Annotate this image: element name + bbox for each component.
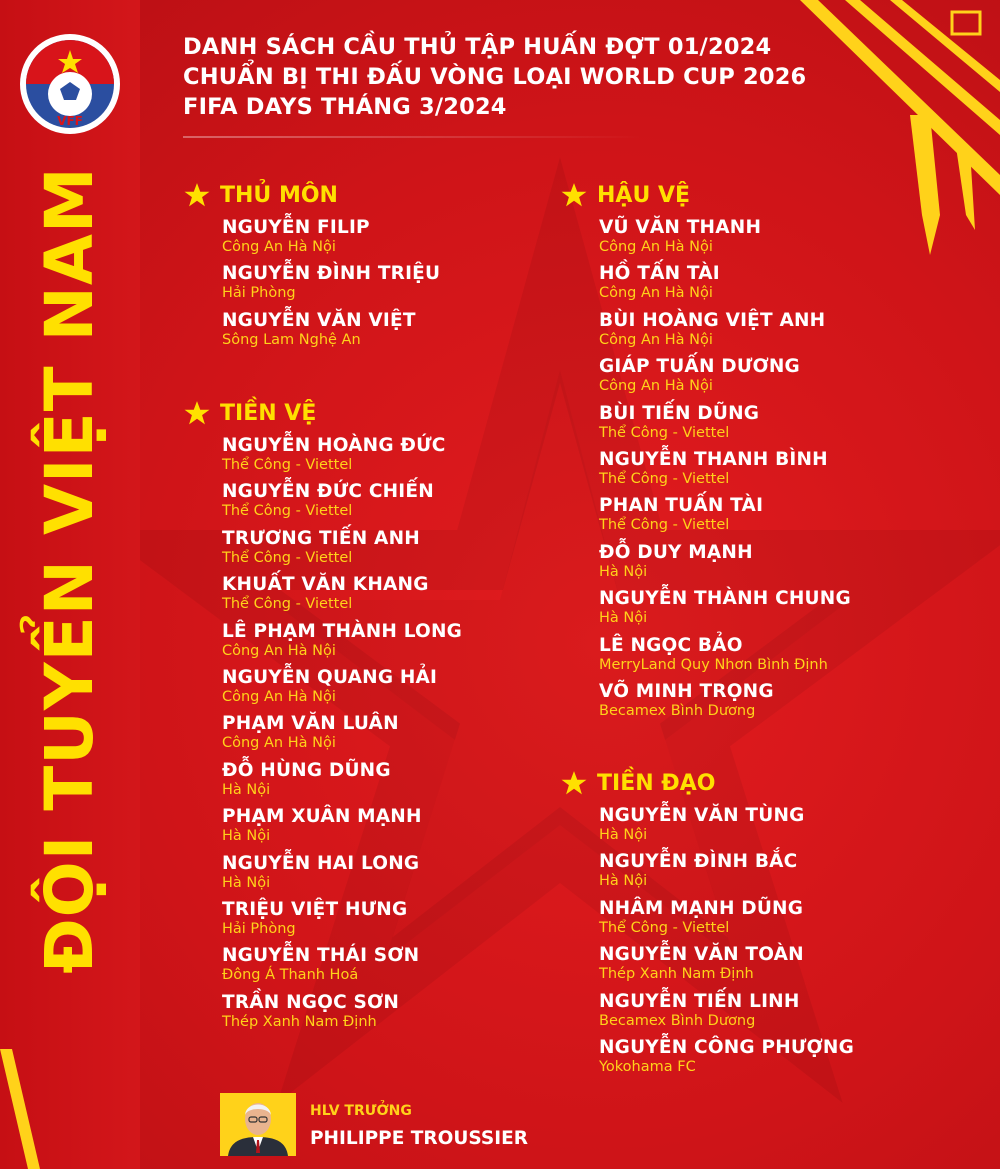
player-name: PHẠM XUÂN MẠNH xyxy=(222,806,422,828)
player-club: Yokohama FC xyxy=(599,1058,696,1075)
player-item xyxy=(599,402,851,448)
star-icon xyxy=(561,770,587,796)
player-name: ĐỖ DUY MẠNH xyxy=(599,541,753,563)
player-item xyxy=(222,852,462,898)
player-club: Hà Nội xyxy=(599,610,648,627)
player-club: Thép Xanh Nam Định xyxy=(599,966,754,983)
player-name: NGUYỄN THÀNH CHUNG xyxy=(599,588,851,610)
group-midfielders xyxy=(186,398,462,1037)
player-name: NGUYỄN ĐÌNH TRIỆU xyxy=(222,263,441,285)
player-club: Công An Hà Nội xyxy=(599,239,713,255)
player-name: NGUYỄN HAI LONG xyxy=(222,852,420,874)
player-name: ĐỖ HÙNG DŨNG xyxy=(222,759,391,781)
coach-name: PHILIPPE TROUSSIER xyxy=(310,1128,528,1149)
logo-text: VFF xyxy=(57,114,83,128)
player-name: NGUYỄN TIẾN LINH xyxy=(599,990,800,1012)
player-club: Đông Á Thanh Hoá xyxy=(222,967,359,984)
player-club: Thể Công - Viettel xyxy=(599,424,730,441)
header-divider xyxy=(183,136,643,138)
player-item xyxy=(599,448,851,494)
player-item xyxy=(222,759,462,805)
player-name: NGUYỄN THÁI SƠN xyxy=(222,945,420,967)
player-name: NHÂM MẠNH DŨNG xyxy=(599,897,804,919)
player-club: Công An Hà Nội xyxy=(599,378,713,395)
player-item xyxy=(599,680,851,726)
player-club: Công An Hà Nội xyxy=(222,239,336,255)
player-list xyxy=(599,804,854,1082)
group-title: TIỀN ĐẠO xyxy=(597,770,716,796)
player-name: NGUYỄN VĂN VIỆT xyxy=(222,309,416,331)
header xyxy=(183,32,806,122)
player-club: Thể Công - Viettel xyxy=(222,457,353,473)
player-name: VÕ MINH TRỌNG xyxy=(599,680,774,702)
coach-role: HLV TRƯỞNG xyxy=(310,1103,412,1119)
player-name: BÙI TIẾN DŨNG xyxy=(599,402,760,424)
player-item xyxy=(599,634,851,680)
vff-logo xyxy=(18,32,122,136)
group-forwards xyxy=(563,768,854,1082)
player-item xyxy=(599,494,851,540)
player-name: NGUYỄN ĐÌNH BẮC xyxy=(599,851,798,873)
player-list xyxy=(222,216,440,355)
player-name: PHAN TUẤN TÀI xyxy=(599,495,764,517)
player-item xyxy=(599,587,851,633)
player-item xyxy=(599,309,851,355)
player-item xyxy=(222,944,462,990)
player-name: VŨ VĂN THANH xyxy=(599,217,762,238)
player-club: Thể Công - Viettel xyxy=(599,517,730,534)
player-item xyxy=(599,990,854,1036)
player-item xyxy=(222,898,462,944)
player-club: Thể Công - Viettel xyxy=(222,503,353,520)
player-club: Hà Nội xyxy=(599,873,648,890)
player-item xyxy=(222,480,462,526)
player-name: TRẦN NGỌC SƠN xyxy=(222,991,400,1013)
player-name: NGUYỄN VĂN TOÀN xyxy=(599,944,804,966)
player-name: NGUYỄN HOÀNG ĐỨC xyxy=(222,435,446,456)
player-item xyxy=(222,805,462,851)
player-name: BÙI HOÀNG VIỆT ANH xyxy=(599,309,826,331)
player-item xyxy=(222,620,462,666)
player-item xyxy=(222,309,440,355)
player-name: NGUYỄN THANH BÌNH xyxy=(599,448,828,470)
player-name: NGUYỄN ĐỨC CHIẾN xyxy=(222,481,434,503)
player-item xyxy=(599,943,854,989)
player-club: Công An Hà Nội xyxy=(222,642,336,659)
player-name: NGUYỄN CÔNG PHƯỢNG xyxy=(599,1036,854,1058)
player-item xyxy=(599,262,851,308)
player-item xyxy=(599,804,854,850)
player-club: Công An Hà Nội xyxy=(222,688,336,705)
group-title: TIỀN VỆ xyxy=(220,400,317,426)
star-icon xyxy=(184,182,210,208)
player-club: Hải Phòng xyxy=(222,920,296,937)
player-item xyxy=(222,527,462,573)
player-item xyxy=(599,541,851,587)
star-icon xyxy=(561,182,587,208)
player-list xyxy=(599,216,851,726)
player-name: GIÁP TUẤN DƯƠNG xyxy=(599,356,800,378)
player-club: Thể Công - Viettel xyxy=(222,549,353,566)
player-club: Công An Hà Nội xyxy=(599,331,713,348)
player-name: NGUYỄN VĂN TÙNG xyxy=(599,805,805,826)
player-name: LÊ NGỌC BẢO xyxy=(599,634,743,656)
player-item xyxy=(222,573,462,619)
coach-photo xyxy=(220,1093,296,1156)
player-item xyxy=(222,666,462,712)
player-item xyxy=(222,262,440,308)
player-item xyxy=(599,216,851,262)
group-defenders xyxy=(563,180,851,726)
star-icon xyxy=(184,400,210,426)
player-name: KHUẤT VĂN KHANG xyxy=(222,574,429,596)
player-name: PHẠM VĂN LUÂN xyxy=(222,713,399,735)
player-name: HỒ TẤN TÀI xyxy=(599,263,720,285)
player-club: Hà Nội xyxy=(599,827,648,843)
player-club: Hà Nội xyxy=(599,563,648,580)
player-club: MerryLand Quy Nhơn Bình Định xyxy=(599,656,828,673)
player-club: Công An Hà Nội xyxy=(222,735,336,752)
coach-block xyxy=(220,1068,540,1158)
player-club: Thép Xanh Nam Định xyxy=(222,1013,377,1030)
player-club: Becamex Bình Dương xyxy=(599,1012,756,1029)
player-item xyxy=(222,216,440,262)
player-name: NGUYỄN FILIP xyxy=(222,217,370,238)
player-club: Công An Hà Nội xyxy=(599,285,713,302)
group-title: THỦ MÔN xyxy=(220,182,338,208)
player-item xyxy=(222,712,462,758)
player-item xyxy=(599,1036,854,1082)
player-name: NGUYỄN QUANG HẢI xyxy=(222,666,438,688)
player-item xyxy=(599,850,854,896)
player-name: LÊ PHẠM THÀNH LONG xyxy=(222,620,463,642)
header-line-3: FIFA DAYS THÁNG 3/2024 xyxy=(183,94,507,120)
group-title: HẬU VỆ xyxy=(597,182,691,208)
player-item xyxy=(222,434,462,480)
group-goalkeepers xyxy=(186,180,440,355)
player-club: Hà Nội xyxy=(222,828,271,845)
corner-ornament-bottom xyxy=(0,989,40,1169)
player-club: Thể Công - Viettel xyxy=(222,596,353,613)
header-line-1: DANH SÁCH CẦU THỦ TẬP HUẤN ĐỢT 01/2024 xyxy=(183,34,772,60)
player-name: TRƯƠNG TIẾN ANH xyxy=(222,527,420,549)
player-item xyxy=(599,897,854,943)
player-club: Hải Phòng xyxy=(222,285,296,302)
player-club: Hà Nội xyxy=(222,874,271,891)
player-club: Thể Công - Viettel xyxy=(599,919,730,936)
player-club: Becamex Bình Dương xyxy=(599,702,756,719)
player-club: Thể Công - Viettel xyxy=(599,470,730,487)
player-club: Sông Lam Nghệ An xyxy=(222,331,361,348)
player-club: Hà Nội xyxy=(222,781,271,798)
header-line-2: CHUẨN BỊ THI ĐẤU VÒNG LOẠI WORLD CUP 2026 xyxy=(183,64,807,90)
player-name: TRIỆU VIỆT HƯNG xyxy=(222,898,408,920)
player-item xyxy=(222,991,462,1037)
player-item xyxy=(599,355,851,401)
player-list xyxy=(222,434,462,1037)
vertical-title: ĐỘI TUYỂN VIỆT NAM xyxy=(31,166,108,974)
